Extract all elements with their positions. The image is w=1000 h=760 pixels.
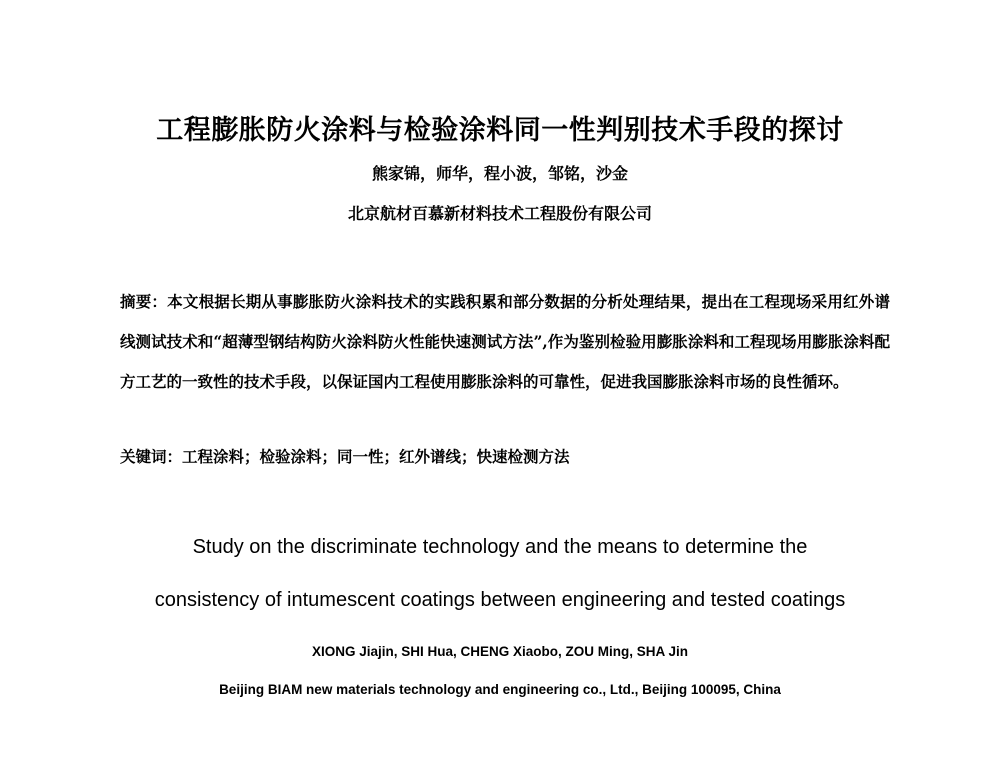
affiliation-english: Beijing BIAM new materials technology and engineering co., Ltd., Beijing 100095, China [219,682,781,697]
title-chinese: 工程膨胀防火涂料与检验涂料同一性判别技术手段的探讨 [156,115,844,146]
keywords-text: 工程涂料；检验涂料；同一性；红外谱线；快速检测方法 [182,447,570,466]
abstract-label: 摘要： [120,292,168,311]
authors-english: XIONG Jiajin, SHI Hua, CHENG Xiaobo, ZOU Ming, SHA Jin [311,644,689,659]
title-english-line2: consistency of intumescent coatings between engineering and tested coatings [154,589,846,611]
keywords-chinese [120,445,570,467]
abstract-text: 本文根据长期从事膨胀防火涂料技术的实践积累和部分数据的分析处理结果，提出在工程现场采用红外谱线测试技术和“超薄型钢结构防火涂料防火性能快速测试方法”,作为鉴别检验用膨胀涂料和工程现场用膨胀涂料配方工艺的一致性的技术手段，以保证国内工程使用膨胀涂料的可靠性，促进我国膨胀涂料市场的良性循环。 [120,292,890,391]
keywords-label: 关键词： [120,447,183,466]
title-english-line1: Study on the discriminate technology and the means to determine the [192,536,808,558]
abstract-chinese [120,282,890,402]
authors-chinese: 熊家锦，师华，程小波，邹铭，沙金 [371,164,628,183]
affiliation-chinese: 北京航材百慕新材料技术工程股份有限公司 [347,204,652,223]
